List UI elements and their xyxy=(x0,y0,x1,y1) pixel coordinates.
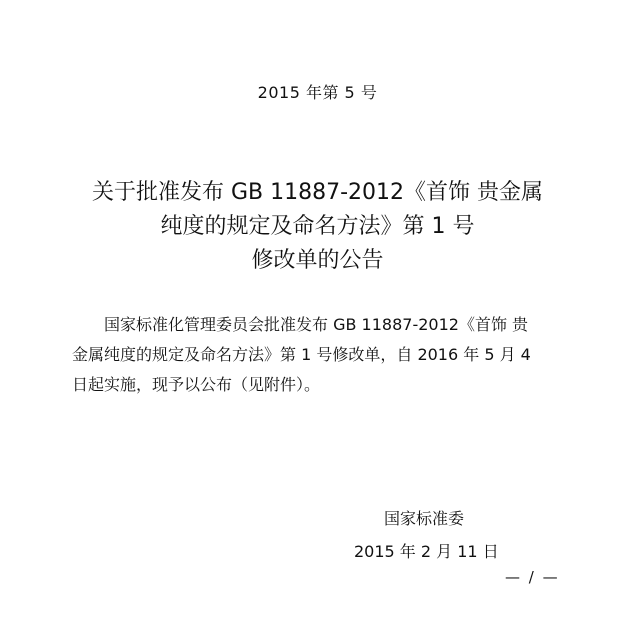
page-number: — / — xyxy=(505,568,560,586)
body-line-2: 金属纯度的规定及命名方法》第 1 号修改单，自 2016 年 5 月 4 xyxy=(72,345,531,364)
title-line-1: 关于批准发布 GB 11887-2012《首饰 贵金属 xyxy=(91,180,544,205)
title-line-3: 修改单的公告 xyxy=(251,248,384,273)
body-line-1: 国家标准化管理委员会批准发布 GB 11887-2012《首饰 贵 xyxy=(104,315,529,334)
document-title xyxy=(40,176,595,278)
document-number: 2015 年第 5 号 xyxy=(257,83,378,102)
issuer-signature: 国家标准委 xyxy=(384,509,465,528)
issue-date: 2015 年 2 月 11 日 xyxy=(354,542,499,561)
title-line-2: 纯度的规定及命名方法》第 1 号 xyxy=(160,214,475,239)
body-line-3: 日起实施，现予以公布（见附件）。 xyxy=(72,375,321,394)
document-body xyxy=(72,310,572,400)
